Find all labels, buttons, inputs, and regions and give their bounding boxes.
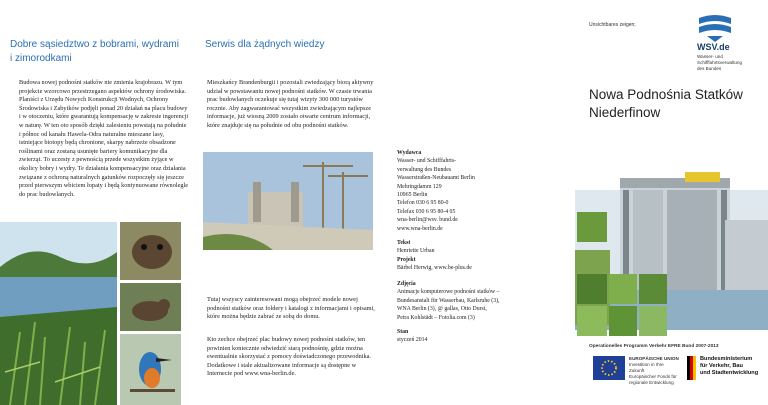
photos-line: Petra Kohlstädt – Fotolia.com (3) [397, 314, 475, 321]
imprint-date [397, 328, 567, 345]
photos-line: Animacje komputerowe podnośni statków – [397, 289, 500, 296]
publisher-line: 10965 Berlin [397, 192, 428, 199]
publisher-line: Telefon 030 6 95 80-0 [397, 200, 449, 207]
publisher-label: Wydawca [397, 150, 422, 156]
publisher-line: Wasserstraßen-Neubauamt Berlin [397, 175, 475, 182]
cover-title: Nowa Podnośnia Statków Niederfinow [589, 87, 743, 120]
imprint-text [397, 239, 567, 273]
logo-text: WSV.de [697, 42, 730, 52]
logo-sub-line: Wasser- und [697, 54, 723, 59]
text-label: Tekst [397, 240, 411, 246]
publisher-line: Wasser- und Schifffahrts- [397, 158, 457, 165]
construction-photo [203, 152, 373, 250]
panel-nature [0, 0, 193, 405]
publisher-line: www.wna-berlin.de [397, 225, 443, 232]
ministry-line: für Verkehr, Bau [700, 363, 743, 369]
logo-sub-line: Schifffahrtsverwaltung [697, 60, 743, 65]
tagline: Unsichtbares zeigen; [589, 22, 636, 28]
eu-line: Investition in Ihre Zukunft [629, 362, 664, 373]
wetland-photo [0, 222, 117, 405]
publisher-line: Telefax 030 6 95 80-4 05 [397, 208, 456, 215]
efre-title: Operationelles Programm Verkehr EFRE Bund 2007-2013 [589, 344, 719, 349]
ministry-text [700, 356, 766, 377]
photo-tile [609, 274, 637, 304]
eu-line: EUROPÄISCHE UNION [629, 356, 679, 361]
visitors-heading: Serwis dla żądnych wiedzy [205, 39, 325, 50]
date-label: Stan [397, 329, 409, 335]
wsv-logo [697, 14, 757, 74]
kingfisher-photo [120, 334, 181, 405]
panel-imprint [383, 0, 575, 405]
publisher-line: Mehringdamm 129 [397, 183, 442, 190]
panel-visitors [193, 0, 383, 405]
nature-text: Budowa nowej podnośni statków nie zmienia krajobrazu. W tym projekcie wzorcowo przestrzegano aspektów ochrony środowiska. Planiści z Urzędu Nowych Konstrukcji Wodnych, Ochrony Środowiska i Zabytków podjęli ponad 20 działań na placu budowy i w otoczeniu, które gwarantują kompensację w zakresie ingerencji w naturę. W ten oto sposób dzięki zalesieniu powstają na południe i północ od kanału Hawela-Odra naturalne mieszane lasy, istniejące biotopy będą chronione, skarpy nabrzeże obsadzone roślinami oraz zostaną usunięte bariery komunikacyjne dla zwierząt. To uczesty z pewnością przede wszystkim żyjące w okolicy bobry i wydry. Te działania kompensacyjne oraz działania związane z ochroną naturalnych gatunków rozpoczęły się jeszcze przed pierwszym wbiciem łopaty i będą kontynuowane równolegle do prac budowlanych. [19, 79, 189, 198]
wsv-logo-icon [697, 14, 733, 42]
imprint-publisher [397, 149, 567, 233]
photo-tile [577, 212, 607, 242]
photo-tile [639, 306, 667, 336]
otter-photo [120, 283, 181, 331]
date-line: styczeń 2014 [397, 337, 428, 344]
photos-label: Zdjęcia [397, 281, 416, 287]
visitors-text-2: Tutaj wszyscy zainteresowani mogą obejrzeć modele nowej podnośni statków oraz foldery i katalogi z informacjami i opisami, które można będzie zabrać ze sobą do domu. [207, 296, 375, 321]
photo-tile [609, 306, 637, 336]
visitors-text-1: Mieszkańcy Brandenburgii i pozostali zwiedzający biorą aktywny udział w powstawaniu nowej podnośni statków. W czasie trwania prac budowlanych oczekuje się tutaj wizyty 300 000 turystów rocznie. Aby zagwarantować wszystkim zwiedzającym najlepsze informacje, już wiosną 2009 zostało otwarte centrum informacji, które znajduje się na południe od obu podnośni statków. [207, 79, 374, 129]
beaver-photo [120, 222, 181, 280]
imprint-photos [397, 280, 573, 322]
logo-sub-line: des Bundes [697, 66, 722, 71]
photos-line: Bundesanstalt für Wasserbau, Karlsruhe (3), [397, 297, 500, 304]
text-line: Henriette Urban [397, 248, 435, 255]
nature-heading: Dobre sąsiedztwo z bobrami, wydrami i zimorodkami [10, 39, 179, 64]
ministry-line: Bundesministerium [700, 356, 753, 362]
photo-tile [577, 306, 607, 336]
eu-text [629, 356, 679, 386]
ministry-line: und Stadtentwicklung [700, 370, 759, 376]
publisher-line: verwaltung des Bundes [397, 166, 452, 173]
panel-cover [575, 0, 768, 405]
eu-flag-icon [593, 356, 625, 380]
project-label: Projekt [397, 256, 416, 263]
photo-tile [639, 274, 667, 304]
eu-line: Europäischer Fonds für regionale Entwicklung [629, 374, 677, 385]
federal-eagle-icon [687, 356, 697, 380]
visitors-text-3: Kto zechce obejrzeć plac budowy nowej podnośni statków, ten powinien koniecznie odwiedzić starą podnośnię, gdzie można ewentualnie skorzystać z pomocy doświadczonego przewodnika. Dodatkowe i stale aktualizowane informacje są dostępne w Internecie pod www.wna-berlin.de. [207, 336, 372, 378]
publisher-line: wna-berlin@wsv. bund.de [397, 217, 458, 224]
photos-line: WNA Berlin (3), @ gallas, Otto Durst, [397, 306, 487, 313]
photo-tile [577, 274, 607, 304]
project-line: Bärbel Herwig, www.be-plus.de [397, 265, 472, 272]
